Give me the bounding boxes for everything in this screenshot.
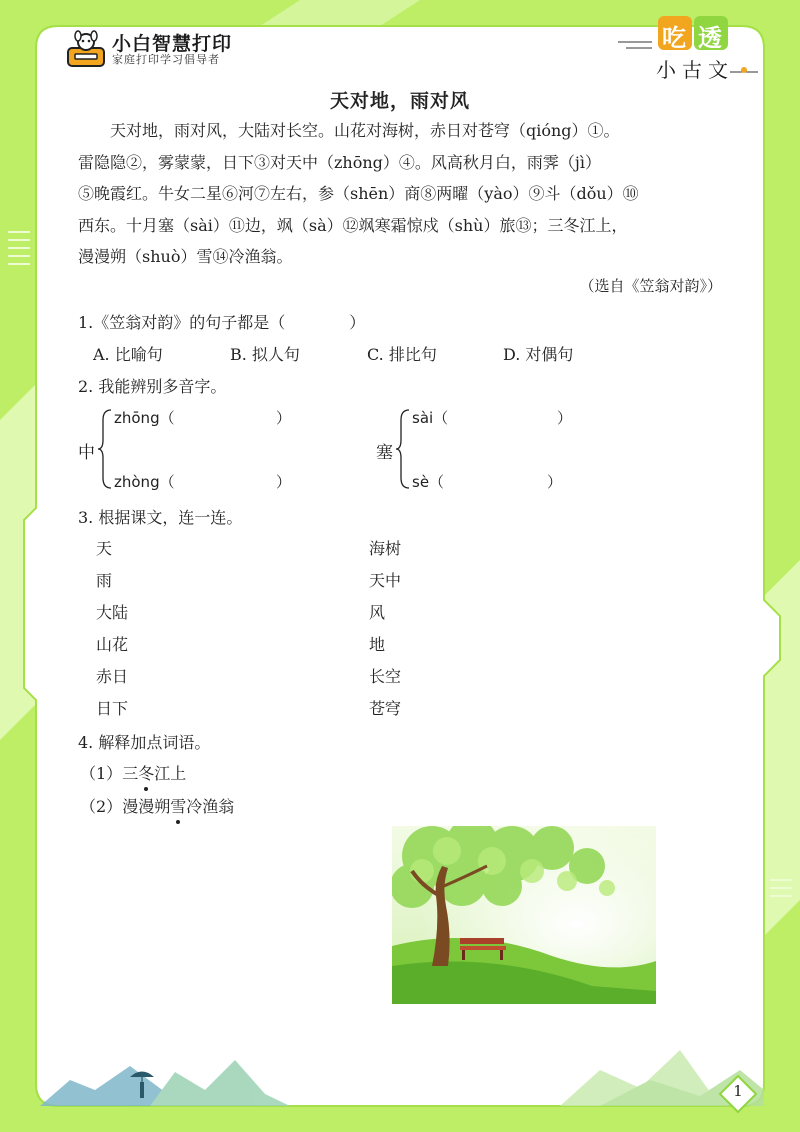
match-left-item[interactable]: 天 xyxy=(96,539,113,558)
brand-tagline: 家庭打印学习倡导者 xyxy=(112,53,220,67)
match-right-item[interactable]: 海树 xyxy=(369,539,402,558)
match-left-item[interactable]: 大陆 xyxy=(96,603,129,622)
question-4: 4. 解释加点词语。 xyxy=(78,733,211,752)
q4-char: 漫 xyxy=(138,797,155,816)
polyphone-char-2: 塞 xyxy=(376,443,393,463)
badge-subtitle: 小古文 xyxy=(656,58,734,82)
match-left-item[interactable]: 日下 xyxy=(96,699,129,718)
answer-blank-close[interactable]: ） xyxy=(557,409,573,427)
badge-char-1: 吃 xyxy=(662,24,686,52)
q1-option-a[interactable]: A. 比喻句 xyxy=(93,345,163,364)
match-right-item[interactable]: 长空 xyxy=(369,667,402,686)
passage xyxy=(78,115,728,273)
brand-name: 小白智慧打印 xyxy=(112,32,233,55)
answer-blank-close[interactable]: ） xyxy=(547,473,563,491)
question-3: 3. 根据课文，连一连。 xyxy=(78,508,243,527)
q4-dotted-char: 冬 xyxy=(138,761,154,784)
passage-line: 天对地，雨对风，大陆对长空。山花对海树，赤日对苍穹（qióng）①。 xyxy=(78,121,620,140)
q4-item-number: （2） xyxy=(80,797,123,816)
match-left-item[interactable]: 雨 xyxy=(96,571,113,590)
q4-char: 上 xyxy=(170,764,187,783)
reading-zhong1: zhōng（ xyxy=(114,409,175,427)
passage-line: 漫漫朔（shuò）雪⑭冷渔翁。 xyxy=(78,247,293,267)
question-2: 2. 我能辨别多音字。 xyxy=(78,377,227,396)
match-left-item[interactable]: 山花 xyxy=(96,635,129,654)
tree-bench-illustration xyxy=(392,826,656,1004)
passage-line: ⑤晚霞红。牛女二星⑥河⑦左右，参（shēn）商⑧两曜（yào）⑨斗（dǒu）⑩ xyxy=(78,184,639,204)
q4-item-1 xyxy=(80,761,186,784)
match-right-item[interactable]: 天中 xyxy=(369,571,402,590)
q4-dotted-char: 雪 xyxy=(170,794,186,817)
page-title: 天对地，雨对风 xyxy=(329,90,470,112)
q1-option-d[interactable]: D. 对偶句 xyxy=(503,345,574,364)
brace-icon xyxy=(97,408,113,490)
brand-logo xyxy=(66,30,232,70)
page-number: 1 xyxy=(733,1082,743,1100)
answer-blank-close[interactable]: ） xyxy=(276,473,292,491)
match-left-item[interactable]: 赤日 xyxy=(96,667,129,686)
q1-option-b[interactable]: B. 拟人句 xyxy=(230,345,300,364)
reading-zhong4: zhòng（ xyxy=(114,473,175,491)
series-badge xyxy=(612,10,762,84)
q1-option-c[interactable]: C. 排比句 xyxy=(367,345,437,364)
reading-se4: sè（ xyxy=(412,473,445,491)
q4-char: 三 xyxy=(122,764,139,783)
q4-char: 翁 xyxy=(218,797,235,816)
q4-item-2 xyxy=(80,794,234,817)
match-right-item[interactable]: 苍穹 xyxy=(369,699,402,718)
printer-dog-icon xyxy=(66,30,106,70)
badge-char-2: 透 xyxy=(698,24,722,52)
match-right-item[interactable]: 地 xyxy=(369,635,386,654)
passage-line: 西东。十月塞（sài）⑪边，飒（sà）⑫飒寒霜惊戍（shù）旅⑬；三冬江上， xyxy=(78,215,628,235)
polyphone-char-1: 中 xyxy=(78,443,95,463)
q4-char: 渔 xyxy=(202,797,219,816)
q4-item-number: （1） xyxy=(80,764,123,783)
passage-line: 雷隐隐②，雾蒙蒙，日下③对天中（zhōng）④。风高秋月白，雨霁（jì） xyxy=(78,152,601,172)
brace-icon xyxy=(395,408,411,490)
q4-char: 江 xyxy=(154,764,171,783)
question-1: 1.《笠翁对韵》的句子都是（ ） xyxy=(78,313,366,332)
reading-sai4: sài（ xyxy=(412,409,449,427)
q4-char: 朔 xyxy=(154,797,171,816)
passage-source: （选自《笠翁对韵》） xyxy=(579,277,722,295)
match-right-item[interactable]: 风 xyxy=(369,603,386,622)
q4-char: 冷 xyxy=(186,797,203,816)
q4-char: 漫 xyxy=(122,797,139,816)
answer-blank-close[interactable]: ） xyxy=(276,409,292,427)
